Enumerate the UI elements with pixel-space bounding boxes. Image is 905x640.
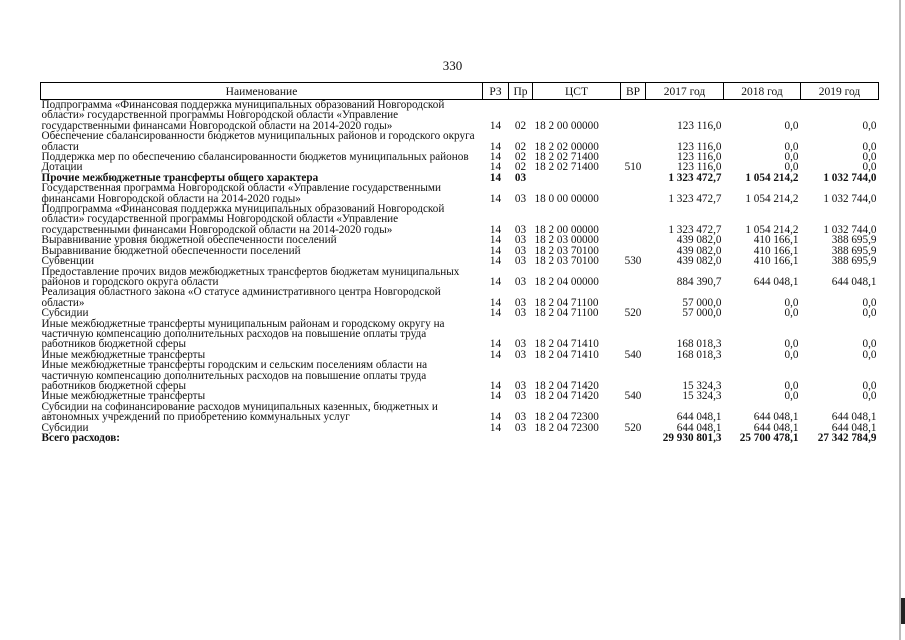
table-row (41, 100, 879, 132)
cell-2019: 1 032 744,0 (823, 171, 877, 184)
cell-2017: 123 116,0 (677, 161, 722, 174)
cell-2019: 0,0 (862, 140, 877, 153)
header-2017: 2017 год (646, 83, 724, 100)
header-row (41, 83, 879, 100)
cell-2018: 0,0 (784, 379, 799, 392)
cell-name: Иные межбюджетные трансферты (41, 390, 206, 403)
table-body (41, 100, 879, 434)
cell-cst: 18 2 03 70100 (534, 244, 599, 257)
table-row (41, 267, 879, 288)
table-row (41, 152, 879, 162)
cell-vr (621, 100, 646, 132)
cell-vr (621, 287, 646, 308)
header-pr: Пр (509, 83, 533, 100)
cell-rz: 14 (489, 223, 502, 236)
cell-vr: 510 (624, 161, 642, 174)
total-2017: 29 930 801,3 (662, 432, 722, 444)
cell-cst: 18 2 04 00000 (534, 275, 599, 288)
cell-cst: 18 0 00 00000 (534, 192, 599, 205)
cell-rz: 14 (489, 192, 502, 205)
total-2018: 25 700 478,1 (739, 432, 799, 444)
cell-cst: 18 2 04 71420 (534, 390, 599, 403)
cell-pr: 03 (514, 390, 527, 403)
cell-cst: 18 2 04 72300 (534, 421, 599, 434)
cell-2018: 0,0 (784, 119, 799, 132)
cell-name: Выравнивание бюджетной обеспеченности поселений (41, 244, 301, 257)
cell-cst: 18 2 04 71410 (534, 348, 599, 361)
total-empty-cst (533, 433, 621, 443)
cell-2018: 0,0 (784, 390, 799, 403)
cell-name: Государственная программа Новгородской области «Управление государственными финансами Новгородской области на 2014-2020 годы» (41, 182, 441, 205)
cell-2019: 388 695,9 (831, 234, 877, 247)
cell-vr: 520 (624, 421, 642, 434)
cell-2018: 0,0 (784, 161, 799, 174)
cell-cst: 18 2 04 72300 (534, 411, 599, 424)
table-row (41, 204, 879, 235)
cell-2017: 439 082,0 (676, 234, 722, 247)
cell-pr: 02 (514, 161, 527, 174)
cell-2019: 644 048,1 (831, 421, 877, 434)
cell-cst: 18 2 03 00000 (534, 234, 599, 247)
header-vr: ВР (621, 83, 646, 100)
cell-name: Поддержка мер по обеспечению сбалансированности бюджетов муниципальных районов (41, 151, 469, 164)
total-empty-vr (621, 433, 646, 443)
cell-vr (621, 183, 646, 204)
table-row (41, 131, 879, 152)
cell-2017: 439 082,0 (676, 244, 722, 257)
cell-2017: 123 116,0 (677, 151, 722, 164)
total-2019: 27 342 784,9 (817, 432, 877, 444)
total-label: Всего расходов: (41, 432, 121, 444)
cell-cst: 18 2 04 71420 (534, 379, 599, 392)
cell-2019: 0,0 (862, 161, 877, 174)
table-row (41, 287, 879, 308)
cell-2019: 0,0 (862, 151, 877, 164)
cell-2019: 388 695,9 (831, 244, 877, 257)
cell-2017: 123 116,0 (677, 140, 722, 153)
cell-2017: 1 323 472,7 (668, 171, 722, 184)
cell-pr: 03 (514, 171, 527, 184)
cell-vr (621, 402, 646, 423)
cell-pr: 02 (514, 151, 527, 164)
page-number: 330 (442, 58, 463, 73)
cell-2019: 1 032 744,0 (823, 223, 877, 236)
cell-rz: 14 (489, 171, 502, 184)
cell-2017: 1 323 472,7 (668, 223, 722, 236)
cell-cst: 18 2 04 71410 (534, 338, 599, 351)
cell-cst: 18 2 04 71100 (534, 296, 599, 309)
cell-cst: 18 2 02 71400 (534, 151, 599, 164)
cell-vr (621, 235, 646, 245)
cell-pr: 03 (514, 379, 527, 392)
cell-rz: 14 (489, 296, 502, 309)
cell-2017: 15 324,3 (682, 379, 722, 392)
cell-pr: 03 (514, 234, 527, 247)
cell-vr (621, 267, 646, 288)
cell-name: Подпрограмма «Финансовая поддержка муниципальных образований Новгородской области» государственной программы Новгородской области «Управление государственными финансами Новгородской области на 2014-2020 годы» (41, 99, 445, 132)
cell-rz: 14 (489, 234, 502, 247)
cell-pr: 03 (514, 255, 527, 268)
cell-vr (621, 360, 646, 391)
cell-rz: 14 (489, 421, 502, 434)
cell-rz: 14 (489, 140, 502, 153)
table-row (41, 183, 879, 204)
cell-name: Субсидии (41, 307, 89, 320)
cell-rz: 14 (489, 411, 502, 424)
cell-pr: 02 (514, 119, 527, 132)
cell-2018: 1 054 214,2 (745, 223, 799, 236)
total-row (41, 433, 879, 443)
cell-name: Субсидии (41, 421, 89, 434)
cell-2018: 1 054 214,2 (745, 192, 799, 205)
cell-pr: 03 (514, 421, 527, 434)
cell-2017: 1 323 472,7 (668, 192, 722, 205)
cell-2017: 57 000,0 (682, 296, 722, 309)
cell-rz: 14 (489, 379, 502, 392)
table-row (41, 246, 879, 256)
cell-2019: 0,0 (862, 307, 877, 320)
table-row (41, 402, 879, 423)
cell-pr: 03 (514, 411, 527, 424)
cell-cst: 18 2 02 00000 (534, 140, 599, 153)
cell-2019: 0,0 (862, 348, 877, 361)
cell-rz: 14 (489, 338, 502, 351)
cell-2018: 0,0 (784, 338, 799, 351)
cell-rz: 14 (489, 307, 502, 320)
cell-rz: 14 (489, 244, 502, 257)
cell-vr: 520 (624, 307, 642, 320)
scan-mark (901, 598, 905, 624)
cell-2019: 644 048,1 (831, 275, 877, 288)
cell-name: Иные межбюджетные трансферты (41, 348, 206, 361)
cell-vr (621, 173, 646, 183)
cell-2018: 1 054 214,2 (745, 171, 799, 184)
cell-2018: 0,0 (784, 348, 799, 361)
cell-pr: 02 (514, 140, 527, 153)
cell-2018: 644 048,1 (753, 421, 799, 434)
cell-vr: 530 (624, 255, 642, 268)
cell-name: Обеспечение сбалансированности бюджетов муниципальных районов и городского округа области (41, 130, 475, 153)
cell-name: Прочие межбюджетные трансферты общего характера (41, 171, 319, 184)
cell-2019: 0,0 (862, 296, 877, 309)
cell-name: Субвенции (41, 255, 94, 268)
cell-pr: 03 (514, 338, 527, 351)
cell-pr: 03 (514, 244, 527, 257)
cell-pr: 03 (514, 223, 527, 236)
table-row (41, 319, 879, 350)
cell-2019: 1 032 744,0 (823, 192, 877, 205)
cell-2019: 0,0 (862, 390, 877, 403)
cell-name: Иные межбюджетные трансферты городским и сельским поселениям области на частичную компенсацию дополнительных расходов на повышение оплаты труда работников бюджетной сферы (41, 359, 428, 392)
cell-name: Подпрограмма «Финансовая поддержка муниципальных образований Новгородской области» государственной программы Новгородской области «Управление государственными финансами Новгородской области на 2014-2020 годы» (41, 203, 445, 236)
cell-2017: 168 018,3 (676, 348, 722, 361)
cell-2017: 884 390,7 (676, 275, 722, 288)
cell-2017: 644 048,1 (676, 421, 722, 434)
cell-2017: 439 082,0 (676, 255, 722, 268)
cell-rz: 14 (489, 348, 502, 361)
header-cst: ЦСТ (533, 83, 621, 100)
cell-vr: 540 (624, 390, 642, 403)
cell-pr: 03 (514, 348, 527, 361)
cell-2019: 0,0 (862, 379, 877, 392)
cell-name: Выравнивание уровня бюджетной обеспеченности поселений (41, 234, 337, 247)
cell-2018: 0,0 (784, 296, 799, 309)
cell-2017: 644 048,1 (676, 411, 722, 424)
cell-2018: 410 166,1 (753, 234, 799, 247)
cell-2018: 410 166,1 (753, 255, 799, 268)
cell-pr: 03 (514, 192, 527, 205)
cell-name: Реализация областного закона «О статусе административного центра Новгородской области» (41, 286, 441, 309)
cell-2019: 0,0 (862, 338, 877, 351)
scan-edge (899, 0, 901, 640)
cell-cst: 18 2 00 00000 (534, 119, 599, 132)
header-2018: 2018 год (724, 83, 801, 100)
cell-cst: 18 2 00 00000 (534, 223, 599, 236)
cell-2018: 0,0 (784, 151, 799, 164)
cell-name: Предоставление прочих видов межбюджетных трансфертов бюджетам муниципальных районов и городского округа области (41, 265, 460, 288)
total-empty-pr (509, 433, 533, 443)
cell-name: Дотации (41, 161, 83, 174)
cell-name: Субсидии на софинансирование расходов муниципальных казенных, бюджетных и автономных учреждений по приобретению коммунальных услуг (41, 400, 438, 424)
cell-pr: 03 (514, 307, 527, 320)
cell-name: Иные межбюджетные трансферты муниципальным районам и городскому округу на частичную компенсацию дополнительных расходов на повышение оплаты труда работников бюджетной сферы (41, 317, 445, 351)
cell-2017: 168 018,3 (676, 338, 722, 351)
cell-2018: 0,0 (784, 140, 799, 153)
table-row (41, 256, 879, 266)
cell-2017: 57 000,0 (682, 307, 722, 320)
budget-table (40, 82, 879, 443)
cell-2018: 644 048,1 (753, 411, 799, 424)
cell-rz: 14 (489, 255, 502, 268)
cell-2018: 410 166,1 (753, 244, 799, 257)
cell-2017: 15 324,3 (682, 390, 722, 403)
cell-2017: 123 116,0 (677, 119, 722, 132)
cell-cst: 18 2 02 71400 (534, 161, 599, 174)
cell-rz: 14 (489, 161, 502, 174)
cell-rz: 14 (489, 390, 502, 403)
cell-vr: 540 (624, 348, 642, 361)
cell-cst (533, 173, 621, 183)
cell-pr: 03 (514, 275, 527, 288)
cell-pr: 03 (514, 296, 527, 309)
cell-2018: 644 048,1 (753, 275, 799, 288)
cell-cst: 18 2 04 71100 (534, 307, 599, 320)
table-row (41, 360, 879, 391)
cell-2019: 0,0 (862, 119, 877, 132)
table-row (41, 308, 879, 318)
cell-2019: 644 048,1 (831, 411, 877, 424)
cell-2018: 0,0 (784, 307, 799, 320)
cell-vr (621, 319, 646, 350)
header-rz: РЗ (483, 83, 509, 100)
header-name: Наименование (41, 83, 483, 100)
cell-rz: 14 (489, 275, 502, 288)
total-empty-rz (483, 433, 509, 443)
cell-cst: 18 2 03 70100 (534, 255, 599, 268)
cell-rz: 14 (489, 151, 502, 164)
cell-2019: 388 695,9 (831, 255, 877, 268)
cell-vr (621, 131, 646, 152)
cell-rz: 14 (489, 119, 502, 132)
cell-vr (621, 204, 646, 235)
header-2019: 2019 год (801, 83, 879, 100)
